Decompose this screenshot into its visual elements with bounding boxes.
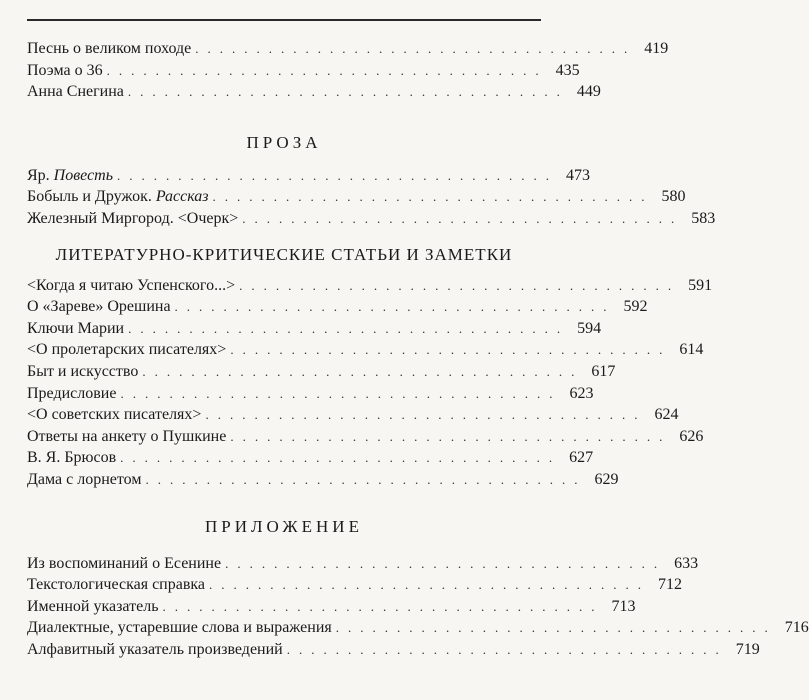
entry-title: Быт и искусство: [27, 362, 139, 380]
leader-dots: ....................................: [127, 84, 569, 100]
toc-entry: [27, 447, 594, 469]
entry-title: Диалектные, устаревшие слова и выражения: [27, 619, 332, 637]
entry-title: В. Я. Брюсов: [27, 449, 117, 467]
table-of-contents: [27, 38, 809, 660]
toc-entry: [27, 404, 679, 426]
leader-dots: ....................................: [230, 342, 672, 358]
section-heading-appendix: ПРИЛОЖЕНИЕ: [205, 516, 363, 536]
toc-entry: [27, 639, 760, 661]
entry-page: 592: [623, 298, 648, 316]
entry-title: Текстологическая справка: [27, 576, 206, 594]
leader-dots: ....................................: [212, 189, 654, 205]
leader-dots: ....................................: [195, 41, 637, 56]
toc-entry: [27, 596, 636, 618]
entry-page: 629: [594, 470, 619, 488]
toc-entry: [27, 426, 704, 448]
toc-entry: [27, 469, 619, 491]
entry-title: Дама с лорнетом: [27, 470, 142, 488]
leader-dots: ....................................: [209, 577, 651, 593]
toc-entry: [27, 296, 648, 318]
entry-page: 449: [576, 83, 601, 101]
toc-entry: [27, 361, 616, 383]
leader-dots: ....................................: [117, 167, 558, 183]
entry-title: Анна Снегина: [27, 83, 124, 101]
entry-title: Из воспоминаний о Есенине: [27, 554, 222, 572]
toc-entry: [27, 318, 602, 340]
leader-dots: ....................................: [145, 471, 587, 487]
entry-page: 626: [679, 427, 704, 445]
entry-page: 716: [784, 619, 809, 637]
toc-entry: [27, 208, 716, 230]
section-heading-prose: ПРОЗА: [246, 132, 322, 152]
entry-title: Ключи Марии: [27, 319, 125, 337]
entry-title: <О пролетарских писателях>: [27, 341, 227, 359]
entry-page: 580: [661, 188, 686, 206]
entry-page: 633: [674, 554, 699, 572]
entry-page: 594: [577, 319, 602, 337]
top-rule: [27, 19, 541, 21]
entry-title: Поэма о 36: [27, 61, 103, 79]
entry-title: Предисловие: [27, 384, 117, 402]
toc-entry: [27, 38, 669, 60]
leader-dots: ....................................: [286, 641, 728, 657]
entry-page: 473: [566, 166, 590, 184]
leader-dots: ....................................: [205, 407, 647, 423]
leader-dots: ....................................: [335, 620, 777, 636]
toc-entry: [27, 383, 594, 405]
leader-dots: ....................................: [106, 62, 548, 78]
leader-dots: ....................................: [225, 555, 667, 571]
toc-entry: [27, 81, 601, 103]
entry-page: 583: [691, 209, 716, 227]
section-heading-criticism: ЛИТЕРАТУРНО-КРИТИЧЕСКИЕ СТАТЬИ И ЗАМЕТКИ: [55, 244, 513, 264]
entry-title: Яр. Повесть: [27, 166, 113, 184]
entry-page: 419: [644, 40, 669, 57]
leader-dots: ....................................: [142, 363, 584, 379]
entry-genre: Рассказ: [155, 188, 209, 206]
toc-entry: [27, 165, 590, 187]
entry-page: 435: [555, 61, 580, 79]
leader-dots: ....................................: [242, 210, 684, 226]
entry-title: <О советских писателях>: [27, 406, 202, 424]
entry-title: Песнь о великом походе: [27, 40, 192, 57]
entry-genre: Повесть: [53, 166, 113, 184]
entry-title: Именной указатель: [27, 597, 159, 615]
entry-page: 712: [658, 576, 683, 594]
entry-title: Ответы на анкету о Пушкине: [27, 427, 227, 445]
entry-title: <Когда я читаю Успенского...>: [27, 276, 236, 294]
leader-dots: ....................................: [174, 299, 616, 315]
entry-page: 627: [569, 449, 594, 467]
entry-page: 713: [611, 597, 636, 615]
entry-page: 623: [569, 384, 594, 402]
leader-dots: ....................................: [120, 450, 562, 466]
toc-entry: [27, 617, 809, 639]
leader-dots: ....................................: [230, 428, 672, 444]
entry-page: 617: [591, 362, 616, 380]
entry-title: Алфавитный указатель произведений: [27, 640, 283, 658]
toc-entry: [27, 574, 683, 596]
toc-entry: [27, 60, 580, 82]
leader-dots: ....................................: [239, 277, 681, 293]
toc-entry: [27, 339, 704, 361]
entry-title: Железный Миргород. <Очерк>: [27, 209, 239, 227]
toc-entry: [27, 186, 686, 208]
entry-title: О «Зареве» Орешина: [27, 298, 171, 316]
toc-entry: [27, 553, 699, 575]
entry-page: 591: [688, 276, 713, 294]
leader-dots: ....................................: [162, 598, 604, 614]
leader-dots: ....................................: [120, 385, 562, 401]
entry-page: 719: [735, 640, 760, 658]
entry-page: 614: [679, 341, 704, 359]
entry-title: Бобыль и Дружок. Рассказ: [27, 188, 209, 206]
entry-page: 624: [654, 406, 679, 424]
leader-dots: ....................................: [128, 320, 570, 336]
toc-entry: [27, 275, 713, 297]
